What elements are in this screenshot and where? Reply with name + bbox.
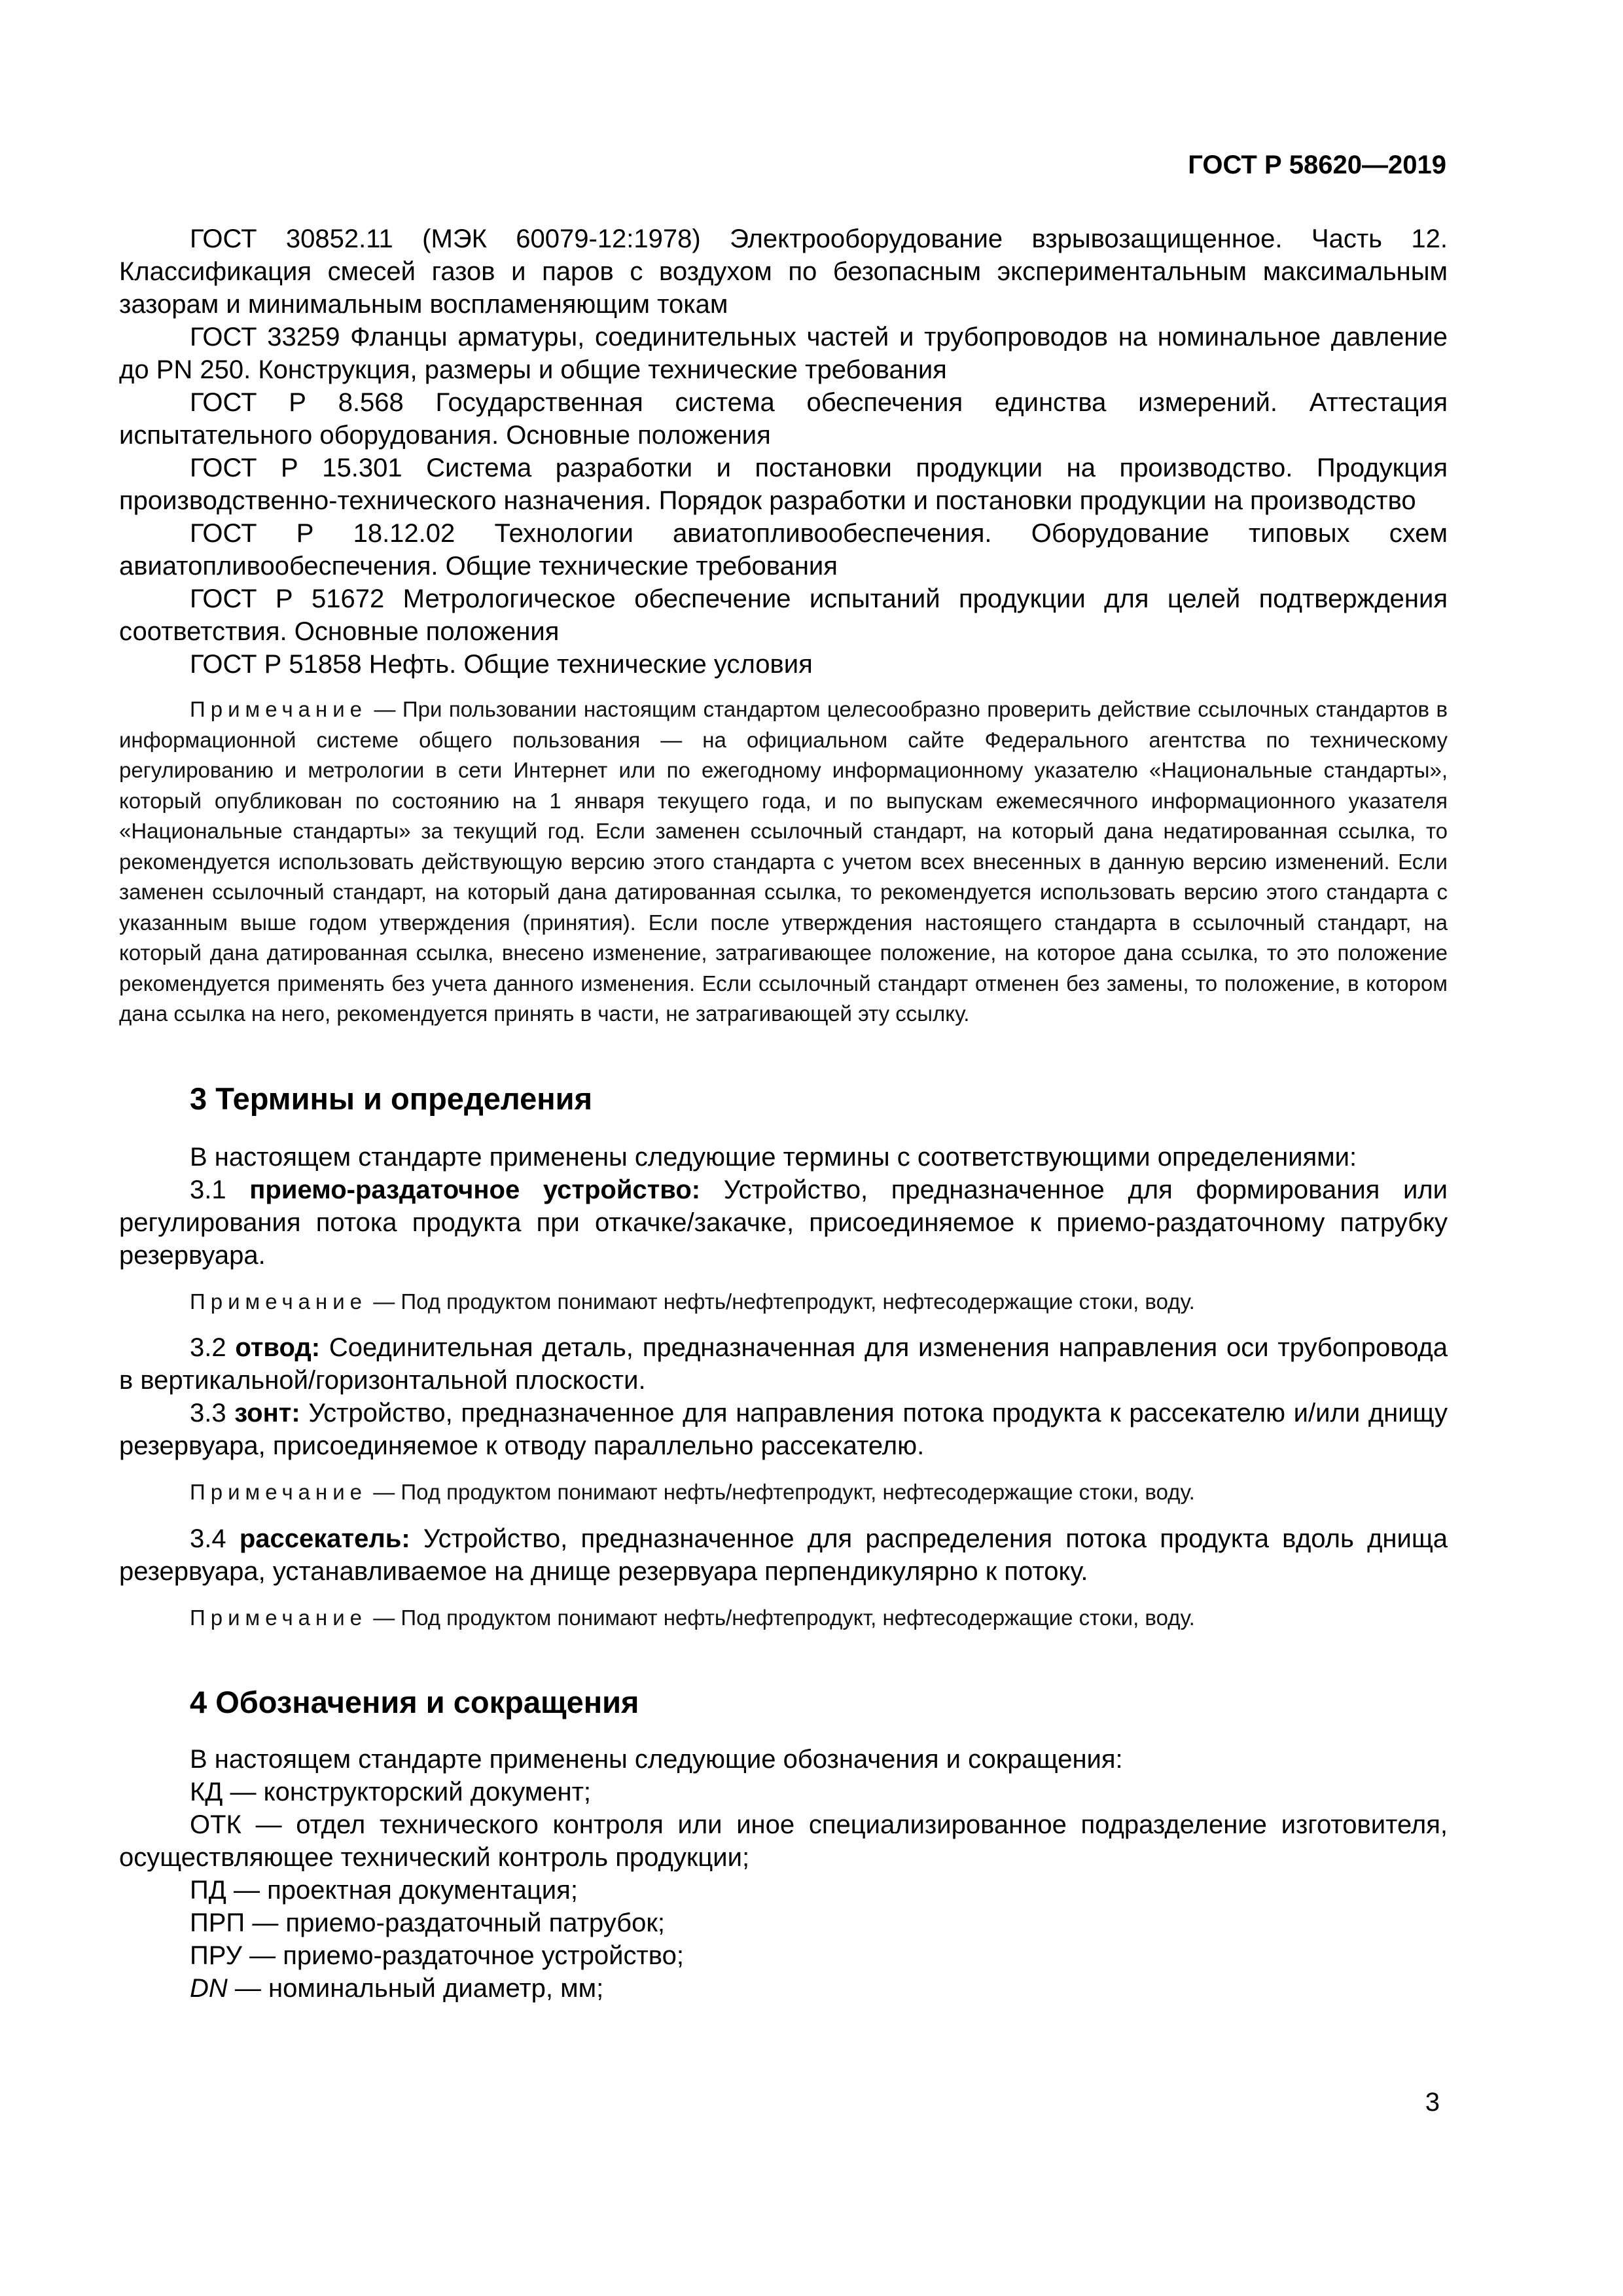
abbreviation: ОТК bbox=[190, 1810, 241, 1839]
reference-item: ГОСТ 33259 Фланцы арматуры, соединительных частей и трубопроводов на номинальное давление до PN 250. Конструкция, размеры и общие технические требования bbox=[119, 323, 1448, 384]
term-definition-text: Устройство, предназначенное для направления потока продукта к рассекателю и/или днищу резервуара, присоединяемое к отводу параллельно рассекателю. bbox=[119, 1399, 1448, 1460]
section-3-intro: В настоящем стандарте применены следующие термины с соответствующими определениями: bbox=[190, 1142, 1357, 1172]
abbreviation-meaning: — приемо-раздаточный патрубок; bbox=[252, 1909, 665, 1937]
section-4-intro: В настоящем стандарте применены следующие обозначения и сокращения: bbox=[190, 1745, 1123, 1774]
term-definition-text: Соединительная деталь, предназначенная для изменения направления оси трубопровода в вертикальной/горизонтальной плоскости. bbox=[119, 1333, 1448, 1395]
page-content bbox=[119, 223, 1448, 2005]
reference-item: ГОСТ Р 51672 Метрологическое обеспечение испытаний продукции для целей подтверждения соответствия. Основные положения bbox=[119, 584, 1448, 646]
term-definition-text: Устройство, предназначенное для распределения потока продукта вдоль днища резервуара, устанавливаемое на днище резервуара перпендикулярно к потоку. bbox=[119, 1524, 1448, 1586]
abbreviation-item bbox=[119, 1808, 1448, 1874]
abbreviation-meaning: — номинальный диаметр, мм; bbox=[234, 1974, 604, 2003]
term-number: 3.4 bbox=[190, 1524, 226, 1553]
reference-item: ГОСТ Р 8.568 Государственная система обеспечения единства измерений. Аттестация испытательного оборудования. Основные положения bbox=[119, 388, 1448, 450]
normative-references bbox=[119, 223, 1448, 681]
term-definition-text: Устройство, предназначенное для формирования или регулирования потока продукта при откачке/закачке, присоединяемое к приемо-раздаточному патрубку резервуара. bbox=[119, 1175, 1448, 1270]
abbreviation-meaning: — проектная документация; bbox=[233, 1876, 578, 1905]
note-label: Примечание bbox=[190, 1605, 368, 1630]
reference-item: ГОСТ Р 51858 Нефть. Общие технические условия bbox=[190, 650, 813, 679]
term-definition-3-3 bbox=[119, 1397, 1448, 1462]
term-note-3-3 bbox=[119, 1477, 1448, 1508]
abbreviation-item bbox=[119, 1939, 1448, 1972]
abbreviation-item bbox=[119, 1776, 1448, 1808]
reference-item: ГОСТ Р 15.301 Система разработки и постановки продукции на производство. Продукция производственно-технического назначения. Порядок разработки и постановки продукции на производство bbox=[119, 454, 1448, 515]
abbreviation: DN bbox=[190, 1974, 228, 2003]
note-text: — Под продуктом понимают нефть/нефтепродукт, нефтесодержащие стоки, воду. bbox=[373, 1480, 1195, 1504]
note-label: Примечание bbox=[190, 697, 368, 721]
abbreviation: ПРУ bbox=[190, 1941, 242, 1970]
abbreviation-item bbox=[119, 1972, 1448, 2005]
abbreviation: КД bbox=[190, 1778, 223, 1806]
term-name: зонт: bbox=[234, 1399, 300, 1427]
reference-item: ГОСТ 30852.11 (МЭК 60079-12:1978) Электрооборудование взрывозащищенное. Часть 12. Классификация смесей газов и паров с воздухом по безопасным экспериментальным максимальным зазорам и минимальным воспламеняющим токам bbox=[119, 224, 1448, 319]
term-number: 3.2 bbox=[190, 1333, 226, 1362]
term-note-3-4 bbox=[119, 1603, 1448, 1634]
term-name: приемо-раздаточное устройство: bbox=[249, 1175, 701, 1204]
note-text: — Под продуктом понимают нефть/нефтепродукт, нефтесодержащие стоки, воду. bbox=[373, 1605, 1195, 1630]
document-code-header: ГОСТ Р 58620—2019 bbox=[1188, 151, 1446, 179]
reference-item: ГОСТ Р 18.12.02 Технологии авиатопливообеспечения. Оборудование типовых схем авиатопливообеспечения. Общие технические требования bbox=[119, 519, 1448, 581]
abbreviation-meaning: — конструкторский документ; bbox=[230, 1778, 591, 1806]
abbreviation: ПД bbox=[190, 1876, 226, 1905]
term-name: отвод: bbox=[235, 1333, 321, 1362]
term-definition-3-4 bbox=[119, 1522, 1448, 1588]
note-text: — При пользовании настоящим стандартом целесообразно проверить действие ссылочных стандартов в информационной системе общего пользования — на официальном сайте Федерального агентства по техническому регулированию и метрологии в сети Интернет или по ежегодному информационному указателю «Национальные стандарты», который опубликован по состоянию на 1 января текущего года, и по выпускам ежемесячного информационного указателя «Национальные стандарты» за текущий год. Если заменен ссылочный стандарт, на который дана недатированная ссылка, то рекомендуется использовать действующую версию этого стандарта с учетом всех внесенных в данную версию изменений. Если заменен ссылочный стандарт, на который дана датированная ссылка, то рекомендуется использовать версию этого стандарта с указанным выше годом утверждения (принятия). Если после утверждения настоящего стандарта в ссылочный стандарт, на который дана датированная ссылка, внесено изменение, затрагивающее положение, на которое дана ссылка, то это положение рекомендуется применять без учета данного изменения. Если ссылочный стандарт отменен без замены, то положение, в котором дана ссылка на него, рекомендуется принять в части, не затрагивающей эту ссылку. bbox=[119, 697, 1448, 1026]
references-note bbox=[119, 694, 1448, 1030]
section-3-title: 3 Термины и определения bbox=[190, 1081, 592, 1116]
page-number: 3 bbox=[1425, 2088, 1440, 2117]
term-number: 3.1 bbox=[190, 1175, 226, 1204]
note-label: Примечание bbox=[190, 1289, 368, 1314]
abbreviation-meaning: — отдел технического контроля или иное специализированное подразделение изготовителя, осуществляющее технический контроль продукции; bbox=[119, 1810, 1448, 1872]
term-number: 3.3 bbox=[190, 1399, 226, 1427]
term-name: рассекатель: bbox=[239, 1524, 410, 1553]
abbreviation: ПРП bbox=[190, 1909, 245, 1937]
term-definition-3-1 bbox=[119, 1174, 1448, 1272]
note-text: — Под продуктом понимают нефть/нефтепродукт, нефтесодержащие стоки, воду. bbox=[373, 1289, 1195, 1314]
abbreviation-item bbox=[119, 1907, 1448, 1939]
note-label: Примечание bbox=[190, 1480, 368, 1504]
term-note-3-1 bbox=[119, 1287, 1448, 1318]
abbreviation-item bbox=[119, 1874, 1448, 1907]
section-4-title: 4 Обозначения и сокращения bbox=[190, 1685, 639, 1719]
abbreviation-meaning: — приемо-раздаточное устройство; bbox=[249, 1941, 684, 1970]
term-definition-3-2 bbox=[119, 1331, 1448, 1397]
